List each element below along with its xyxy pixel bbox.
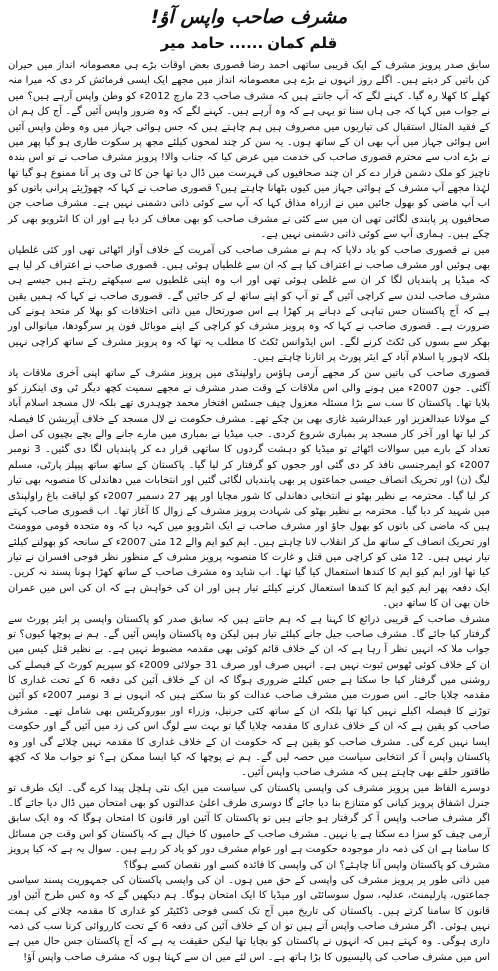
article-body: [8, 58, 490, 965]
author-name: حامد میر: [160, 34, 225, 52]
byline: [8, 32, 490, 54]
byline-separator: ......: [229, 34, 264, 52]
paragraph-4: مشرف صاحب کے قریبی ذرائع کا کہنا ہے کہ ہم جانتے ہیں کہ سابق صدر کو پاکستان واپسی پر ایئر پورٹ سے گرفتار کیا جائے گا۔ مشرف صاحب جیل جانے کیلئے تیار ہیں لیکن وہ پاکستان واپس آئیں گے۔ ہم نے پوچھا کیوں؟ تو جواب ملا کہ انہیں نظر آ رہا ہے کہ ان کے خلاف قائم کوئی بھی مقدمہ مضبوط نہیں ہے۔ بے نظیر قتل کیس میں ان کے خلاف کوئی ٹھوس ثبوت نہیں ہے۔ انہیں صرف اور صرف 31 جولائی 2009ء کو سپریم کورٹ کے فیصلے کی روشنی میں گرفتار کیا جا سکتا ہے جس کیلئے ضروری ہوگا کہ ان کے خلاف آئین کی دفعہ 6 کے تحت غداری کا مقدمہ چلایا جائے۔ اس صورت میں مشرف صاحب عدالت کو بتا سکتے ہیں کہ انہوں نے 3 نومبر 2007ء کو آئین توڑنے کا فیصلہ اکیلے نہیں کیا تھا بلکہ ان کے ساتھ کئی جرنیل، وزراء اور بیوروکریٹس بھی شامل تھے۔ مشرف صاحب کو یقین ہے کہ ان کے خلاف غداری کا مقدمہ چلایا گیا تو بہت سے لوگ اس کی زد میں آئیں گے اور حکومت ایسا نہیں کرے گی۔ مشرف صاحب کو یقین ہے کہ حکومت ان کے خلاف غداری کا مقدمہ نہیں چلائے گی اور وہ پاکستان واپس آ کر انتخابی سیاست میں حصہ لیں گے۔ ہم نے پوچھا کہ کیا ایسا ممکن ہے؟ تو جواب ملا کہ کچھ طاقتور حلقے بھی چاہتے ہیں کہ مشرف صاحب واپس آئیں۔: [8, 613, 490, 779]
paragraph-2: میں نے قصوری صاحب کو یاد دلایا کہ ہم نے مشرف صاحب کی آمریت کے خلاف آواز اٹھائی تھی اور کئی غلطیاں بھی ہوئیں اور مشرف صاحب نے اعتراف کیا ہے کہ ان سے غلطیاں ہوئی ہیں۔ قصوری صاحب نے اعتراف کر لیا ہے کہ میڈیا پر پابندیاں لگا کر ان سے غلطی ہوئی تھی اور اب وہ اپنی غلطیوں سے سیکھتے رہتے ہیں جیسے ہی مشرف صاحب لندن سے کراچی آئیں گے تو آپ کو اپنے ساتھ لے کر جائیں گے۔ قصوری صاحب نے کہا کہ ہمیں یقین ہے کہ آج پاکستان جس تباہی کے دہانے پر کھڑا ہے اس صورتحال میں ذاتی اختلافات کو بھلا کر متحد ہونے کی ضرورت ہے۔ قصوری صاحب نے کہا کہ وہ پرویز مشرف کو کراچی کے اپنے موبائل فون پر سرگودھا، میانوالی اور بھکر سے بسوں کی ٹکٹ کرنے لگے۔ اس ایڈوانس ٹکٹ کا مطلب یہ تھا کہ وہ پرویز مشرف کے ساتھ کراچی نہیں بلکہ لاہور یا اسلام آباد کے ایئر پورٹ پر اتارنا چاہتے ہیں۔: [8, 244, 490, 364]
paragraph-1: سابق صدر پرویز مشرف کے ایک قریبی ساتھی احمد رضا قصوری بعض اوقات بڑے ہی معصومانہ انداز میں حیران کن باتیں کر دیتے ہیں۔ اگلے روز انہوں نے بڑے ہی معصومانہ انداز میں مجھے ایک ایسی فرمائش کر دی کہ میرا منہ کھلے کا کھلا رہ گیا۔ کہنے لگے کہ آپ جانتے ہیں کہ مشرف صاحب 23 مارچ 2012ء کو وطن واپس آرہے ہیں؟ میں نے جواب میں کہا کہ جی ہاں سنا تو یہی ہے کہ وہ آرہے ہیں۔ کہنے لگے کہ وہ ضرور واپس آئیں گے۔ آج کل ہم ان کے فقید المثال استقبال کی تیاریوں میں مصروف ہیں ہم چاہتے ہیں کہ جس ہوائی جہاز میں وہ وطن واپس آئیں اس ہوائی جہاز میں آپ بھی ان کے ساتھ ہوں۔ یہ سن کر چند لمحوں کیلئے مجھ پر سکوت طاری ہو گیا پھر میں نے بڑے ادب سے محترم قصوری صاحب کی خدمت میں عرض کیا کہ جناب والا! پرویز مشرف صاحب نے تو اس بندہ ناچیز کو ملک دشمن قرار دے کر ان چند صحافیوں کی فہرست میں ڈال دیا تھا جن کا ٹی وی پر آنا ممنوع ہو گیا تھا لہٰذا مجھے آپ مشرف کے ہوائی جہاز میں کیوں بٹھانا چاہتے ہیں؟ قصوری صاحب نے کہا کہ چھوڑیئے پرانی باتوں کو اب آپ ماضی کو بھول جائیں میں نے ازراہ مذاق کہا کہ آپ سے کوئی ذاتی دشمنی نہیں ہے۔ مشرف صاحب جن صحافیوں پر پابندی لگائی تھی ان میں سے کئی نے مشرف صاحب کو بھی معاف کر دیا ہے اور ان کا انٹرویو بھی کر چکے ہیں۔ ہماری آپ سے کوئی ذاتی دشمنی نہیں ہے۔: [8, 60, 491, 241]
paragraph-5: دوسرے الفاظ میں پرویز مشرف کی واپسی پاکستان کی سیاست میں ایک نئی ہلچل پیدا کرے گی۔ ایک طرف تو جنرل اشفاق پرویز کیانی کو متنازع بنا دیا جائے گا دوسری طرف اعلیٰ عدالتوں کو بھی امتحان میں ڈال دیا جائے گا۔ اگر مشرف صاحب واپس آ کر گرفتار ہو جاتے ہیں تو پاکستان کا آئین اور قانون کا امتحان ہوگا کہ وہ ایک سابق آرمی چیف کو سزا دے سکتا ہے یا نہیں۔ مشرف صاحب کے حامیوں کا خیال ہے کہ پاکستان کو اس وقت جن مسائل کا سامنا ہے ان کی ذمہ دار موجودہ حکومت ہے اور عوام مشرف دور کو یاد کر رہے ہیں۔ سوال یہ ہے کہ کیا پرویز مشرف کو پاکستان واپس آنا چاہئے؟ ان کی واپسی کا فائدہ کسے اور نقصان کسے ہوگا؟: [8, 782, 490, 871]
column-name: قلم کمان: [267, 34, 338, 52]
headline: مشرف صاحب واپس آؤ!: [150, 6, 348, 28]
paragraph-3: قصوری صاحب کی باتیں سن کر مجھے آرمی ہاؤس راولپنڈی میں پرویز مشرف کے ساتھ اپنی آخری ملاقات یاد آگئی۔ جون 2007ء میں ہونے والی اس ملاقات کے وقت صدر مشرف نے مجھے سمیت کچھ دیگر ٹی وی اینکرز کو بلایا تھا۔ پاکستان کا سب سے بڑا مسئلہ معزول چیف جسٹس افتخار محمد چوہدری تھے بلکہ لال مسجد اسلام آباد کے مولانا عبدالعزیز اور عبدالرشید غازی بھی بن چکے تھے۔ مشرف حکومت نے لال مسجد کے خلاف آپریشن کا فیصلہ کر لیا تھا اور آخر کار مسجد پر بمباری شروع کردی۔ جب میڈیا نے بمباری میں مارے جانے والے بچے بچیوں کی اصل تعداد کے بارے میں سوالات اٹھائے تو میڈیا کو دہشت گردوں کا ساتھی قرار دے کر پابندیاں لگا دی گئیں۔ 3 نومبر 2007ء کو ایمرجنسی نافذ کر دی گئی اور ججوں کو گرفتار کر لیا گیا۔ پاکستان کے ساتھ ساتھ پیپلز پارٹی، مسلم لیگ (ن) اور تحریک انصاف جیسی جماعتوں پر بھی پابندیاں لگائی گئیں اور انتخابات میں دھاندلی کا منصوبہ بھی تیار کر لیا گیا۔ محترمہ بے نظیر بھٹو نے انتخابی دھاندلی کا شور مچایا اور پھر 27 دسمبر 2007ء کو لیاقت باغ راولپنڈی میں شہید کر دیا گیا۔ محترمہ بے نظیر بھٹو کی شہادت پرویز مشرف کے زوال کا آغاز تھا۔ اب قصوری صاحب کہتے ہیں کہ ماضی کی باتوں کو بھول جاؤ اور مشرف صاحب نے ایک انٹرویو میں کہہ دیا کہ وہ متحدہ قومی موومنٹ اور تحریک انصاف کے ساتھ مل کر انقلاب لانا چاہتے ہیں۔ ایم کیو ایم والے 12 مئی 2007ء کے سانحہ کو بھولنے کیلئے تیار نہیں ہیں۔ 12 مئی کو کراچی میں قتل و غارت کا منصوبہ پرویز مشرف کے منظور نظر فوجی افسران نے تیار کیا تھا اور ایم کیو ایم کا کندھا استعمال کیا گیا تھا۔ اب شاید وہ مشرف صاحب کے ساتھ کھڑا ہونا پسند نہ کریں۔ ایک دفعہ پھر ایم کیو ایم کا کندھا استعمال کرنے کیلئے تیار ہیں اور ان کی خواہش ہے کہ ان کی اس میں عمران خان بھی ان کا ساتھ دیں۔: [8, 367, 491, 610]
paragraph-6: میں ذاتی طور پر پرویز مشرف کی واپسی کے حق میں ہوں۔ ان کی واپسی پاکستان کی جمہوریت پسند سیاسی جماعتوں، پارلیمنٹ، عدلیہ، سول سوسائٹی اور میڈیا کا ایک امتحان ہوگا۔ ہم دیکھیں گے کہ وہ کس طرح آئین اور قانون کا سامنا کرتے ہیں۔ پاکستان کی تاریخ میں آج تک کسی فوجی ڈکٹیٹر کو غداری کا مقدمہ چلانے کی ہمت نہیں ہوئی۔ اگر مشرف صاحب واپس آتے ہیں تو ان کے خلاف آئین کی دفعہ 6 کے تحت کارروائی کرنا سب کی ذمہ داری ہوگی۔ وہ کہتے ہیں کہ انہوں نے پاکستان کو بچایا تھا لیکن حقیقت یہ ہے کہ آج پاکستان جس حال میں ہے اس میں مشرف صاحب کی پالیسیوں کا بڑا ہاتھ ہے۔ اس لئے میں ان سے کہتا ہوں کہ مشرف صاحب واپس آؤ!: [8, 874, 490, 963]
